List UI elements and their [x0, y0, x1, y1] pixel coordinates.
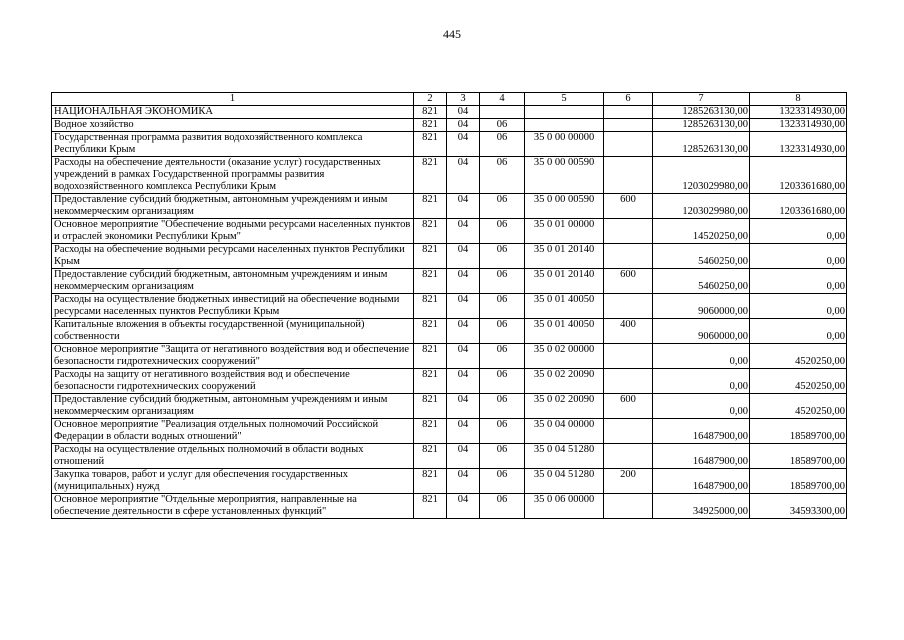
amount-year1-cell: 16487900,00 — [653, 469, 750, 494]
row-name-cell: Предоставление субсидий бюджетным, автономным учреждениям и иным некоммерческим организациям — [52, 269, 414, 294]
amount-year1-cell: 9060000,00 — [653, 294, 750, 319]
table-row — [52, 444, 847, 469]
amount-year1-cell: 9060000,00 — [653, 319, 750, 344]
admin-code-cell: 821 — [414, 494, 447, 519]
amount-year2-cell: 4520250,00 — [750, 394, 847, 419]
row-name-cell: Основное мероприятие "Реализация отдельных полномочий Российской Федерации в области водных отношений" — [52, 419, 414, 444]
expense-type-cell — [604, 494, 653, 519]
admin-code-cell: 821 — [414, 444, 447, 469]
subsection-code-cell: 06 — [480, 294, 525, 319]
target-code-cell: 35 0 00 00000 — [525, 132, 604, 157]
subsection-code-cell: 06 — [480, 319, 525, 344]
target-code-cell: 35 0 00 00590 — [525, 194, 604, 219]
target-code-cell: 35 0 01 40050 — [525, 319, 604, 344]
row-name-cell: Основное мероприятие "Защита от негативного воздействия вод и обеспечение безопасности гидротехнических сооружений" — [52, 344, 414, 369]
expense-type-cell: 200 — [604, 469, 653, 494]
row-name-cell: Основное мероприятие "Отдельные мероприятия, направленные на обеспечение деятельности в сфере установленных функций" — [52, 494, 414, 519]
subsection-code-cell: 06 — [480, 469, 525, 494]
admin-code-cell: 821 — [414, 394, 447, 419]
expense-type-cell — [604, 132, 653, 157]
expense-type-cell — [604, 294, 653, 319]
expense-type-cell — [604, 219, 653, 244]
section-code-cell: 04 — [447, 106, 480, 119]
expense-type-cell — [604, 369, 653, 394]
table-row — [52, 244, 847, 269]
table-row — [52, 219, 847, 244]
target-code-cell: 35 0 02 20090 — [525, 369, 604, 394]
section-code-cell: 04 — [447, 157, 480, 194]
admin-code-cell: 821 — [414, 469, 447, 494]
amount-year1-cell: 0,00 — [653, 394, 750, 419]
row-name-cell: Водное хозяйство — [52, 119, 414, 132]
amount-year1-cell: 1203029980,00 — [653, 157, 750, 194]
row-name-cell: Закупка товаров, работ и услуг для обеспечения государственных (муниципальных) нужд — [52, 469, 414, 494]
table-row — [52, 194, 847, 219]
expense-type-cell — [604, 106, 653, 119]
row-name-cell: Расходы на обеспечение водными ресурсами населенных пунктов Республики Крым — [52, 244, 414, 269]
target-code-cell: 35 0 01 40050 — [525, 294, 604, 319]
amount-year1-cell: 14520250,00 — [653, 219, 750, 244]
amount-year1-cell: 1203029980,00 — [653, 194, 750, 219]
amount-year2-cell: 34593300,00 — [750, 494, 847, 519]
table-row — [52, 294, 847, 319]
subsection-code-cell: 06 — [480, 119, 525, 132]
amount-year2-cell: 0,00 — [750, 269, 847, 294]
admin-code-cell: 821 — [414, 369, 447, 394]
amount-year1-cell: 34925000,00 — [653, 494, 750, 519]
subsection-code-cell: 06 — [480, 219, 525, 244]
admin-code-cell: 821 — [414, 157, 447, 194]
expense-type-cell — [604, 344, 653, 369]
target-code-cell: 35 0 02 00000 — [525, 344, 604, 369]
row-name-cell: Расходы на обеспечение деятельности (оказание услуг) государственных учреждений в рамках Государственной программы развития водохозяйственного комплекса Республики Крым — [52, 157, 414, 194]
amount-year2-cell: 0,00 — [750, 319, 847, 344]
amount-year1-cell: 16487900,00 — [653, 444, 750, 469]
table-row — [52, 344, 847, 369]
admin-code-cell: 821 — [414, 219, 447, 244]
amount-year2-cell: 1203361680,00 — [750, 194, 847, 219]
section-code-cell: 04 — [447, 444, 480, 469]
admin-code-cell: 821 — [414, 106, 447, 119]
admin-code-cell: 821 — [414, 132, 447, 157]
row-name-cell: Расходы на защиту от негативного воздействия вод и обеспечение безопасности гидротехнических сооружений — [52, 369, 414, 394]
table-row — [52, 419, 847, 444]
amount-year2-cell: 4520250,00 — [750, 369, 847, 394]
table-row — [52, 369, 847, 394]
section-code-cell: 04 — [447, 244, 480, 269]
table-row — [52, 119, 847, 132]
expense-type-cell — [604, 419, 653, 444]
expense-type-cell: 600 — [604, 394, 653, 419]
row-name-cell: Предоставление субсидий бюджетным, автономным учреждениям и иным некоммерческим организациям — [52, 394, 414, 419]
subsection-code-cell: 06 — [480, 369, 525, 394]
target-code-cell: 35 0 04 51280 — [525, 444, 604, 469]
page-number: 445 — [443, 27, 461, 41]
column-header: 4 — [480, 93, 525, 106]
column-header: 5 — [525, 93, 604, 106]
target-code-cell: 35 0 01 00000 — [525, 219, 604, 244]
amount-year1-cell: 1285263130,00 — [653, 119, 750, 132]
row-name-cell: Расходы на осуществление бюджетных инвестиций на обеспечение водными ресурсами населенных пунктов Республики Крым — [52, 294, 414, 319]
target-code-cell: 35 0 04 51280 — [525, 469, 604, 494]
section-code-cell: 04 — [447, 494, 480, 519]
subsection-code-cell — [480, 106, 525, 119]
column-header: 1 — [52, 93, 414, 106]
expense-type-cell: 600 — [604, 194, 653, 219]
expense-type-cell — [604, 119, 653, 132]
row-name-cell: Капитальные вложения в объекты государственной (муниципальной) собственности — [52, 319, 414, 344]
amount-year1-cell: 1285263130,00 — [653, 106, 750, 119]
target-code-cell: 35 0 04 00000 — [525, 419, 604, 444]
admin-code-cell: 821 — [414, 344, 447, 369]
row-name-cell: НАЦИОНАЛЬНАЯ ЭКОНОМИКА — [52, 106, 414, 119]
target-code-cell — [525, 106, 604, 119]
admin-code-cell: 821 — [414, 244, 447, 269]
section-code-cell: 04 — [447, 294, 480, 319]
row-name-cell: Предоставление субсидий бюджетным, автономным учреждениям и иным некоммерческим организациям — [52, 194, 414, 219]
section-code-cell: 04 — [447, 319, 480, 344]
amount-year2-cell: 18589700,00 — [750, 419, 847, 444]
subsection-code-cell: 06 — [480, 344, 525, 369]
budget-table — [51, 92, 847, 519]
target-code-cell: 35 0 01 20140 — [525, 244, 604, 269]
amount-year2-cell: 18589700,00 — [750, 469, 847, 494]
column-header: 8 — [750, 93, 847, 106]
table-row — [52, 132, 847, 157]
amount-year1-cell: 16487900,00 — [653, 419, 750, 444]
amount-year1-cell: 0,00 — [653, 344, 750, 369]
amount-year2-cell: 18589700,00 — [750, 444, 847, 469]
column-header: 6 — [604, 93, 653, 106]
subsection-code-cell: 06 — [480, 194, 525, 219]
amount-year2-cell: 1323314930,00 — [750, 106, 847, 119]
amount-year2-cell: 4520250,00 — [750, 344, 847, 369]
expense-type-cell — [604, 444, 653, 469]
amount-year1-cell: 1285263130,00 — [653, 132, 750, 157]
table-row — [52, 469, 847, 494]
expense-type-cell — [604, 244, 653, 269]
amount-year2-cell: 0,00 — [750, 219, 847, 244]
section-code-cell: 04 — [447, 132, 480, 157]
row-name-cell: Расходы на осуществление отдельных полномочий в области водных отношений — [52, 444, 414, 469]
amount-year2-cell: 1323314930,00 — [750, 132, 847, 157]
target-code-cell — [525, 119, 604, 132]
admin-code-cell: 821 — [414, 194, 447, 219]
amount-year1-cell: 0,00 — [653, 369, 750, 394]
section-code-cell: 04 — [447, 194, 480, 219]
table-row — [52, 269, 847, 294]
admin-code-cell: 821 — [414, 119, 447, 132]
amount-year2-cell: 0,00 — [750, 244, 847, 269]
subsection-code-cell: 06 — [480, 269, 525, 294]
row-name-cell: Государственная программа развития водохозяйственного комплекса Республики Крым — [52, 132, 414, 157]
section-code-cell: 04 — [447, 219, 480, 244]
section-code-cell: 04 — [447, 119, 480, 132]
amount-year2-cell: 1203361680,00 — [750, 157, 847, 194]
subsection-code-cell: 06 — [480, 419, 525, 444]
expense-type-cell: 400 — [604, 319, 653, 344]
subsection-code-cell: 06 — [480, 394, 525, 419]
section-code-cell: 04 — [447, 419, 480, 444]
admin-code-cell: 821 — [414, 319, 447, 344]
section-code-cell: 04 — [447, 269, 480, 294]
amount-year1-cell: 5460250,00 — [653, 244, 750, 269]
section-code-cell: 04 — [447, 344, 480, 369]
table-row — [52, 106, 847, 119]
section-code-cell: 04 — [447, 394, 480, 419]
admin-code-cell: 821 — [414, 294, 447, 319]
row-name-cell: Основное мероприятие "Обеспечение водными ресурсами населенных пунктов и отраслей экономики Республики Крым" — [52, 219, 414, 244]
column-header: 2 — [414, 93, 447, 106]
table-header-row — [52, 93, 847, 106]
amount-year2-cell: 0,00 — [750, 294, 847, 319]
column-header: 3 — [447, 93, 480, 106]
expense-type-cell — [604, 157, 653, 194]
column-header: 7 — [653, 93, 750, 106]
table-row — [52, 494, 847, 519]
admin-code-cell: 821 — [414, 419, 447, 444]
target-code-cell: 35 0 00 00590 — [525, 157, 604, 194]
table-row — [52, 319, 847, 344]
admin-code-cell: 821 — [414, 269, 447, 294]
target-code-cell: 35 0 01 20140 — [525, 269, 604, 294]
amount-year1-cell: 5460250,00 — [653, 269, 750, 294]
expense-type-cell: 600 — [604, 269, 653, 294]
subsection-code-cell: 06 — [480, 157, 525, 194]
target-code-cell: 35 0 06 00000 — [525, 494, 604, 519]
subsection-code-cell: 06 — [480, 244, 525, 269]
subsection-code-cell: 06 — [480, 494, 525, 519]
amount-year2-cell: 1323314930,00 — [750, 119, 847, 132]
subsection-code-cell: 06 — [480, 132, 525, 157]
section-code-cell: 04 — [447, 369, 480, 394]
table-row — [52, 157, 847, 194]
target-code-cell: 35 0 02 20090 — [525, 394, 604, 419]
subsection-code-cell: 06 — [480, 444, 525, 469]
section-code-cell: 04 — [447, 469, 480, 494]
table-row — [52, 394, 847, 419]
